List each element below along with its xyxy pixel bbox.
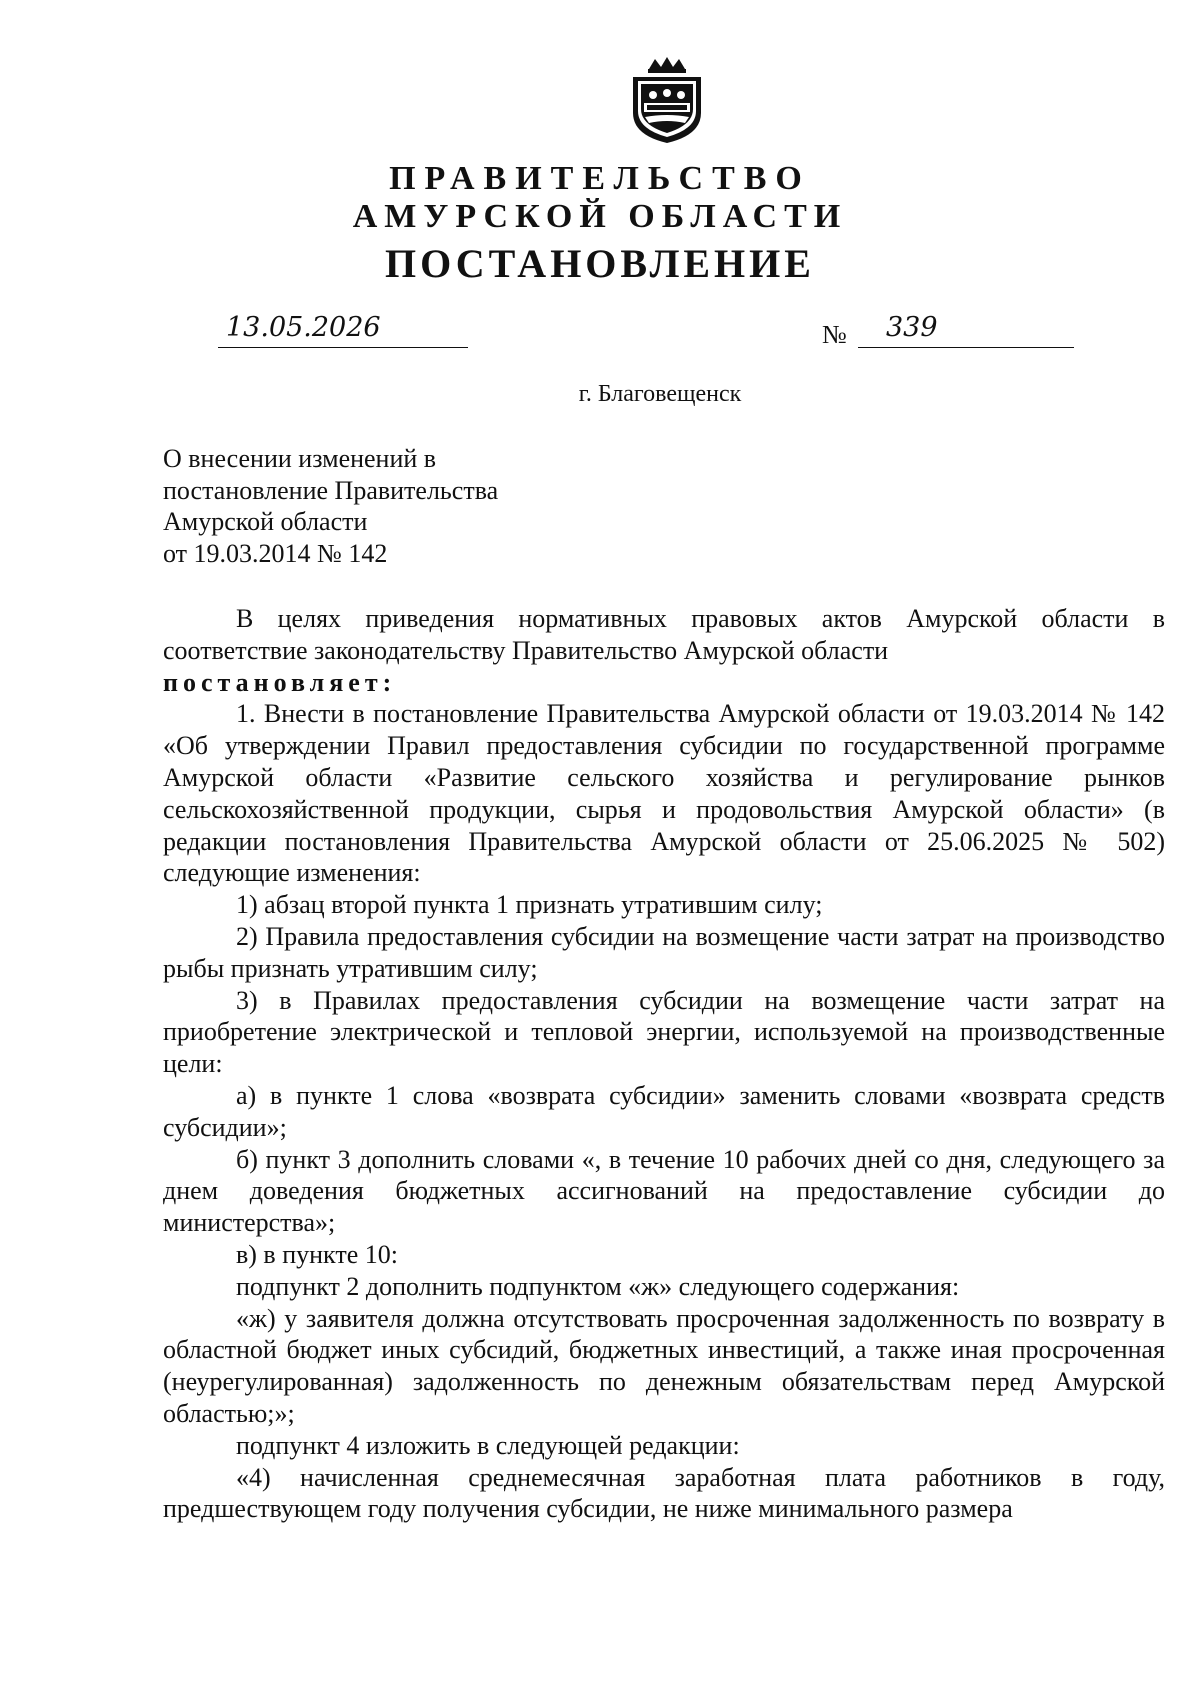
body-paragraph: 1. Внести в постановление Правительства Амурской области от 19.03.2014 № 142 «Об утверждении Правил предоставления субсидии по государственной программе Амурской области «Развитие сельского хозяйства и регулирование рынков сельскохозяйственной продукции, сырья и продовольствия Амурской области» (в редакции постановления Правительства Амурской области от 25.06.2025 № 502) следующие изменения: [163,699,1165,888]
body-paragraph: 1) абзац второй пункта 1 признать утратившим силу; [236,890,823,920]
subject-line: Амурской области [163,507,368,536]
city-line: г. Благовещенск [578,381,742,407]
body-paragraph: в) в пункте 10: [236,1239,398,1269]
subject-line: от 19.03.2014 № 142 [163,538,388,568]
body-paragraph: 3) в Правилах предоставления субсидии на возмещение части затрат на приобретение электрической и тепловой энергии, используемой на производственные цели: [163,985,1165,1079]
government-title-line1: ПРАВИТЕЛЬСТВО [389,160,811,197]
body-paragraph: подпункт 2 дополнить подпунктом «ж» следующего содержания: [236,1271,960,1301]
body-paragraph: «ж) у заявителя должна отсутствовать просроченная задолженность по возврату в областной бюджет иных субсидий, бюджетных инвестиций, а также иная просроченная (неурегулированная) задолженность по денежным обязательствам перед Амурской областью;»; [163,1303,1165,1428]
body-paragraph: 2) Правила предоставления субсидии на возмещение части затрат на производство рыбы признать утратившим силу; [163,921,1165,983]
number-label: № [822,320,847,349]
decree-word: постановляет: [163,667,397,697]
document-date: 13.05.2026 [218,312,468,348]
subject-line: постановление Правительства [163,475,499,505]
document-type-title: ПОСТАНОВЛЕНИЕ [385,241,815,286]
subject-line: О внесении изменений в [163,444,437,473]
body-paragraph: а) в пункте 1 слова «возврата субсидии» заменить словами «возврата средств субсидии»; [163,1080,1165,1142]
document-subject [163,443,498,569]
document-body [163,603,1165,1525]
body-paragraph: «4) начисленная среднемесячная заработная плата работников в году, предшествующем году получения субсидии, не ниже минимального размера [163,1462,1165,1524]
body-paragraph: б) пункт 3 дополнить словами «, в течение 10 рабочих дней со дня, следующего за днем доведения бюджетных ассигнований на предоставление субсидии до министерства»; [163,1144,1165,1238]
coat-of-arms-emblem [629,55,705,145]
preamble-paragraph: В целях приведения нормативных правовых актов Амурской области в соответствие законодательству Правительство Амурской области [163,604,1165,665]
body-paragraph: подпункт 4 изложить в следующей редакции: [236,1430,740,1460]
document-number: 339 [858,312,1074,348]
government-title-line2: АМУРСКОЙ ОБЛАСТИ [352,198,848,235]
